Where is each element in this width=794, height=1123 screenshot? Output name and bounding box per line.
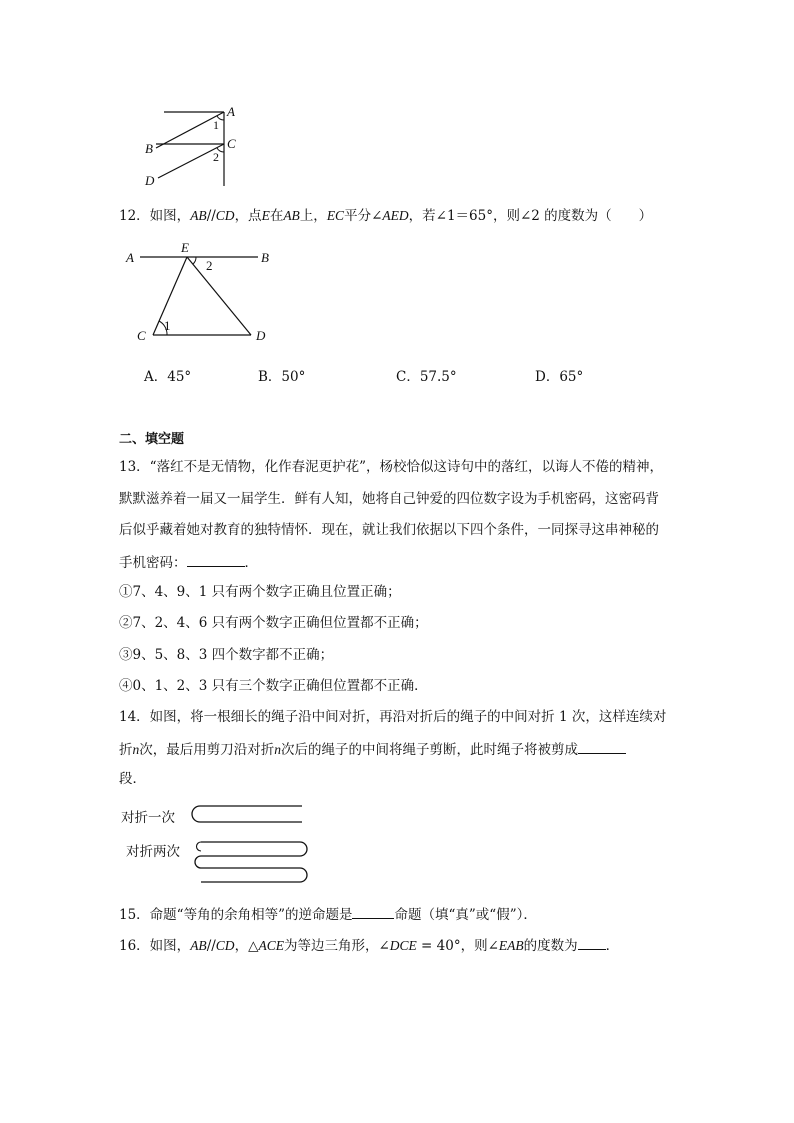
q12-stem-post: ，若∠1＝65°，则∠2 的度数为（ ） — [408, 208, 653, 224]
q12-option-d[interactable]: D．65° — [535, 369, 584, 385]
q12-parallel: // — [206, 208, 216, 224]
q14-n-2: n — [274, 742, 281, 757]
q13-line-1: 13．“落红不是无情物，化作春泥更护花”，杨校恰似这诗句中的落红，以诲人不倦的精神， — [119, 459, 663, 475]
q14-n-1: n — [132, 742, 140, 757]
q12-option-a[interactable]: A．45° — [144, 369, 192, 385]
q12-stem-mid2: 在 — [269, 208, 284, 224]
q16-mid1: ， — [234, 938, 249, 954]
fold-once-label: 对折一次 — [121, 810, 175, 826]
q12-ec: EC — [326, 208, 345, 223]
q13-answer-blank[interactable] — [187, 552, 245, 567]
q16-eab: EAB — [498, 938, 524, 953]
fold-twice-rope — [186, 836, 316, 888]
q12-stem-mid3: 上， — [299, 208, 327, 224]
fold-twice-label: 对折两次 — [126, 844, 180, 860]
q12-stem-mid4: 平分∠ — [344, 208, 383, 224]
q12-label-D: D — [256, 328, 266, 343]
label-D: D — [145, 173, 155, 188]
q16-parallel: // — [206, 938, 216, 954]
figure-q11 — [140, 100, 250, 195]
q15-stem — [119, 904, 537, 924]
q16-mid2: 为等边三角形， — [283, 938, 379, 954]
q13-line-4-pre: 手机密码： — [119, 555, 187, 571]
q16-cd: CD — [215, 938, 235, 953]
q14-line-3: 段． — [119, 771, 146, 787]
q14-line-2 — [119, 739, 626, 759]
q12-ab: AB — [190, 208, 207, 223]
q16-pre: 16．如图， — [119, 938, 191, 954]
q12-e: E — [261, 208, 270, 223]
label-A: A — [227, 104, 235, 119]
q12-aed: AED — [382, 208, 409, 223]
q15-pre: 15．命题“等角的余角相等”的逆命题是 — [119, 907, 353, 923]
q13-condition-3: ③9、5、8、3 四个数字都不正确； — [119, 647, 334, 663]
q15-answer-blank[interactable] — [352, 904, 394, 919]
q16-eq: = 40° — [416, 938, 461, 954]
label-2: 2 — [213, 150, 219, 164]
q12-option-b[interactable]: B．50° — [258, 369, 306, 385]
q16-angle-symbol: ∠ — [378, 938, 390, 954]
q16-ab: AB — [190, 938, 207, 953]
q16-triangle-symbol: △ — [248, 938, 259, 954]
q13-line-2: 默默滋养着一届又一届学生．鲜有人知，她将自己钟爱的四位数字设为手机密码，这密码背 — [119, 491, 659, 507]
q13-condition-2: ②7、2、4、6 只有两个数字正确但位置都不正确； — [119, 615, 428, 631]
label-B: B — [145, 141, 153, 156]
q12-label-C: C — [137, 328, 146, 343]
q16-end: ． — [605, 938, 620, 954]
fold-once-rope — [186, 801, 310, 827]
q12-option-c[interactable]: C．57.5° — [396, 369, 457, 385]
q16-post: 的度数为 — [523, 938, 578, 954]
label-1: 1 — [213, 118, 219, 132]
q14-line-2-a: 折 — [119, 742, 133, 758]
q15-post: 命题（填“真”或“假”）． — [394, 907, 537, 923]
q14-line-2-c: 次后的绳子的中间将绳子剪断，此时绳子将被剪成 — [281, 742, 578, 758]
q12-cd: CD — [215, 208, 235, 223]
q14-line-1: 14．如图，将一根细长的绳子沿中间对折，再沿对折后的绳子的中间对折 1 次，这样连续对 — [119, 709, 667, 725]
q14-line-2-b: 次，最后用剪刀沿对折 — [139, 742, 275, 758]
q16-ace: ACE — [258, 938, 284, 953]
q16-mid3: ，则∠ — [460, 938, 499, 954]
q13-line-4 — [119, 552, 258, 572]
q13-condition-4: ④0、1、2、3 只有三个数字正确但位置都不正确． — [119, 678, 428, 694]
q12-label-2: 2 — [206, 258, 213, 273]
q12-stem-mid1: ，点 — [234, 208, 262, 224]
q12-ab2: AB — [283, 208, 300, 223]
q12-label-A: A — [126, 250, 134, 265]
q16-dce: DCE — [389, 938, 417, 953]
q12-label-E: E — [181, 240, 189, 255]
label-C: C — [227, 136, 236, 151]
section-title: 二、填空题 — [119, 432, 185, 447]
q12-stem — [119, 207, 652, 225]
q12-label-1: 1 — [164, 318, 171, 333]
q13-line-4-post: ． — [244, 555, 258, 571]
q12-stem-pre: 12．如图， — [119, 208, 191, 224]
q13-condition-1: ①7、4、9、1 只有两个数字正确且位置正确； — [119, 584, 401, 600]
q12-label-B: B — [261, 250, 269, 265]
q16-answer-blank[interactable] — [578, 935, 606, 950]
q14-answer-blank[interactable] — [578, 739, 626, 754]
q16-stem — [119, 935, 619, 955]
figure-q12 — [120, 240, 280, 345]
q13-line-3: 后似乎藏着她对教育的独特情怀．现在，就让我们依据以下四个条件，一同探寻这串神秘的 — [119, 522, 659, 538]
